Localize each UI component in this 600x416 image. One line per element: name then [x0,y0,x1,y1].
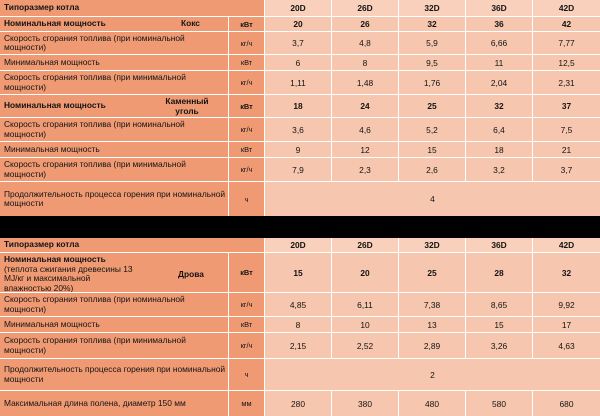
value-cell: 3,6 [265,118,332,141]
table-row [0,17,600,32]
value-cell: 2,52 [332,333,399,358]
value-cell: 25 [399,253,466,292]
value-cell: 28 [466,253,533,292]
unit-cell: кг/ч [229,118,265,141]
value-cell: 8 [332,55,399,70]
power-label [0,253,229,292]
value-cell: 17 [533,317,600,332]
model-col: 36D [466,0,533,16]
table-row [0,32,600,55]
header-label: Типоразмер котла [0,0,265,16]
value-cell: 8,65 [466,293,533,316]
value-cell: 5,9 [399,32,466,54]
value-cell: 21 [533,142,600,157]
value-cell: 15 [265,253,332,292]
table-row [0,142,600,158]
model-col: 42D [533,0,600,16]
value-cell: 36 [466,17,533,31]
header-label: Типоразмер котла [0,238,265,252]
table-row [0,55,600,71]
value-cell: 2,31 [533,71,600,94]
table-row [0,118,600,142]
model-col: 20D [265,238,332,252]
value-cell: 4,85 [265,293,332,316]
value-cell: 2,04 [466,71,533,94]
value-cell: 32 [466,95,533,117]
power-label-text: Номинальная мощность [4,100,106,111]
unit-cell: кВт [229,95,265,117]
power-label-text: Номинальная мощность [4,18,106,29]
value-cell: 3,2 [466,158,533,181]
value-cell: 6,66 [466,32,533,54]
material-coke: Кокс [181,18,200,28]
value-cell: 42 [533,17,600,31]
table-row [0,391,600,416]
unit-cell: кВт [229,17,265,31]
value-cell: 280 [265,391,332,416]
value-cell: 18 [265,95,332,117]
row-label: Скорость сгорания топлива (при номинальной мощности) [0,118,229,141]
row-label: Минимальная мощность [0,142,229,157]
value-cell: 3,7 [533,158,600,181]
value-cell: 25 [399,95,466,117]
row-label: Продолжительность процесса горения при номинальной мощности [0,182,229,216]
unit-cell: кВт [229,317,265,332]
value-cell: 24 [332,95,399,117]
unit-cell: кг/ч [229,71,265,94]
material-wood: Дрова [178,269,204,279]
value-cell: 26 [332,17,399,31]
value-cell: 12,5 [533,55,600,70]
table-row [0,317,600,333]
power-note: (теплота сжигания древесины 13 MJ/кг и максимальной влажностью 20%) [4,263,133,292]
table-separator [0,216,600,238]
unit-cell: кг/ч [229,32,265,54]
value-cell: 20 [265,17,332,31]
value-cell: 6,11 [332,293,399,316]
unit-cell: кВт [229,142,265,157]
power-label [0,95,229,117]
value-cell: 11 [466,55,533,70]
value-cell: 380 [332,391,399,416]
row-label: Скорость сгорания топлива (при номинальной мощности) [0,293,229,316]
row-label: Скорость сгорания топлива (при номинальной мощности) [0,32,229,54]
value-cell: 4,8 [332,32,399,54]
value-cell: 4,6 [332,118,399,141]
row-label: Скорость сгорания топлива (при минимальной мощности) [0,333,229,358]
value-cell: 7,77 [533,32,600,54]
value-cell: 580 [466,391,533,416]
value-cell-span: 2 [265,359,600,390]
value-cell-span: 4 [265,182,600,216]
table-row [0,359,600,391]
model-col: 42D [533,238,600,252]
value-cell: 4,63 [533,333,600,358]
value-cell: 3,26 [466,333,533,358]
value-cell: 7,5 [533,118,600,141]
value-cell: 3,7 [265,32,332,54]
material-coal: Каменный уголь [165,96,209,116]
value-cell: 1,11 [265,71,332,94]
power-label-text: Номинальная мощность [4,254,106,264]
value-cell: 5,2 [399,118,466,141]
unit-cell: кВт [229,55,265,70]
value-cell: 480 [399,391,466,416]
value-cell: 680 [533,391,600,416]
value-cell: 32 [533,253,600,292]
table-row [0,71,600,95]
value-cell: 18 [466,142,533,157]
model-col: 26D [332,238,399,252]
value-cell: 6,4 [466,118,533,141]
value-cell: 8 [265,317,332,332]
value-cell: 10 [332,317,399,332]
value-cell: 15 [466,317,533,332]
unit-cell: кг/ч [229,293,265,316]
value-cell: 37 [533,95,600,117]
table-row [0,95,600,118]
value-cell: 2,15 [265,333,332,358]
value-cell: 2,6 [399,158,466,181]
value-cell: 6 [265,55,332,70]
value-cell: 1,76 [399,71,466,94]
value-cell: 1,48 [332,71,399,94]
table-header-row [0,0,600,17]
unit-cell: мм [229,391,265,416]
model-col: 26D [332,0,399,16]
value-cell: 9,5 [399,55,466,70]
unit-cell: кВт [229,253,265,292]
value-cell: 32 [399,17,466,31]
power-label [0,17,229,31]
value-cell: 7,38 [399,293,466,316]
value-cell: 2,89 [399,333,466,358]
value-cell: 12 [332,142,399,157]
value-cell: 7,9 [265,158,332,181]
table-row [0,293,600,317]
value-cell: 9 [265,142,332,157]
row-label: Минимальная мощность [0,317,229,332]
value-cell: 2,3 [332,158,399,181]
value-cell: 9,92 [533,293,600,316]
table-row [0,182,600,216]
row-label: Скорость сгорания топлива (при минимальной мощности) [0,158,229,181]
row-label: Скорость сгорания топлива (при минимальной мощности) [0,71,229,94]
unit-cell: ч [229,359,265,390]
unit-cell: кг/ч [229,158,265,181]
table-row [0,333,600,359]
model-col: 32D [399,238,466,252]
unit-cell: кг/ч [229,333,265,358]
row-label: Максимальная длина полена, диаметр 150 мм [0,391,229,416]
model-col: 36D [466,238,533,252]
value-cell: 13 [399,317,466,332]
model-col: 32D [399,0,466,16]
row-label: Минимальная мощность [0,55,229,70]
model-col: 20D [265,0,332,16]
value-cell: 20 [332,253,399,292]
table-row [0,253,600,293]
table-header-row [0,238,600,253]
unit-cell: ч [229,182,265,216]
table-row [0,158,600,182]
value-cell: 15 [399,142,466,157]
row-label: Продолжительность процесса горения при номинальной мощности [0,359,229,390]
